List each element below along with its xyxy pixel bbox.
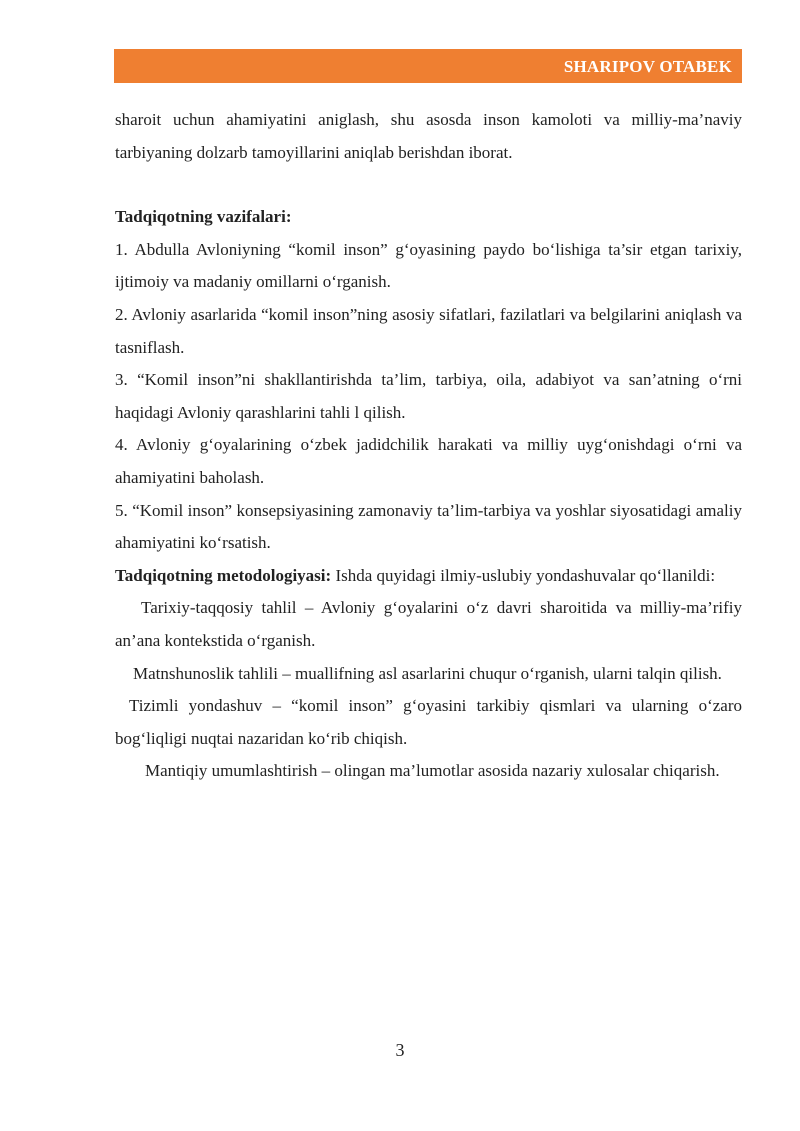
methodology-paragraph [115,560,742,593]
task-item: 5. “Komil inson” konsepsiyasining zamonaviy ta’lim-tarbiya va yoshlar siyosatidagi amaliy ahamiyatini ko‘rsatish. [115,500,742,553]
method-item: Tarixiy-taqqosiy tahlil – Avloniy g‘oyalarini o‘z davri sharoitida va milliy-ma’rifiy an’ana kontekstida o‘rganish. [115,598,742,650]
task-item: 3. “Komil inson”ni shakllantirishda ta’lim, tarbiya, oila, adabiyot va san’atning o‘rni haqidagi Avloniy qarashlarini tahli l qilish. [115,370,742,422]
method-item: Mantiqiy umumlashtirish – olingan ma’lumotlar asosida nazariy xulosalar chiqarish. [145,761,720,781]
method-item: Tizimli yondashuv – “komil inson” g‘oyasini tarkibiy qismlari va ularning o‘zaro bog‘liqligi nuqtai nazaridan ko‘rib chiqish. [115,696,742,748]
task-item: 1. Abdulla Avloniyning “komil inson” g‘oyasining paydo bo‘lishiga ta’sir etgan tarixiy, ijtimoiy va madaniy omillarni o‘rganish. [115,239,742,292]
task-item: 2. Avloniy asarlarida “komil inson”ning asosiy sifatlari, fazilatlari va belgilarini aniqlash va tasniflash. [115,304,742,357]
intro-paragraph: sharoit uchun ahamiyatini aniglash, shu asosda inson kamoloti va milliy-ma’naviy tarbiyaning dolzarb tamoyillarini aniqlab berishdan iborat. [115,110,742,162]
page-content [115,104,742,788]
header-bar [114,49,742,83]
spacer [115,169,742,201]
methodology-heading: Tadqiqotning metodologiyasi: [115,565,332,585]
task-item: 4. Avloniy g‘oyalarining o‘zbek jadidchilik harakati va milliy uyg‘onishdagi o‘rni va ahamiyatini baholash. [115,435,742,487]
page-number: 3 [395,1040,405,1060]
methodology-intro: Ishda quyidagi ilmiy-uslubiy yondashuvalar qo‘llanildi: [331,565,716,585]
method-item: Matnshunoslik tahlili – muallifning asl asarlarini chuqur o‘rganish, ularni talqin qilish. [133,663,722,683]
tasks-heading: Tadqiqotning vazifalari: [115,207,292,227]
header-author: SHARIPOV OTABEK [563,57,732,76]
